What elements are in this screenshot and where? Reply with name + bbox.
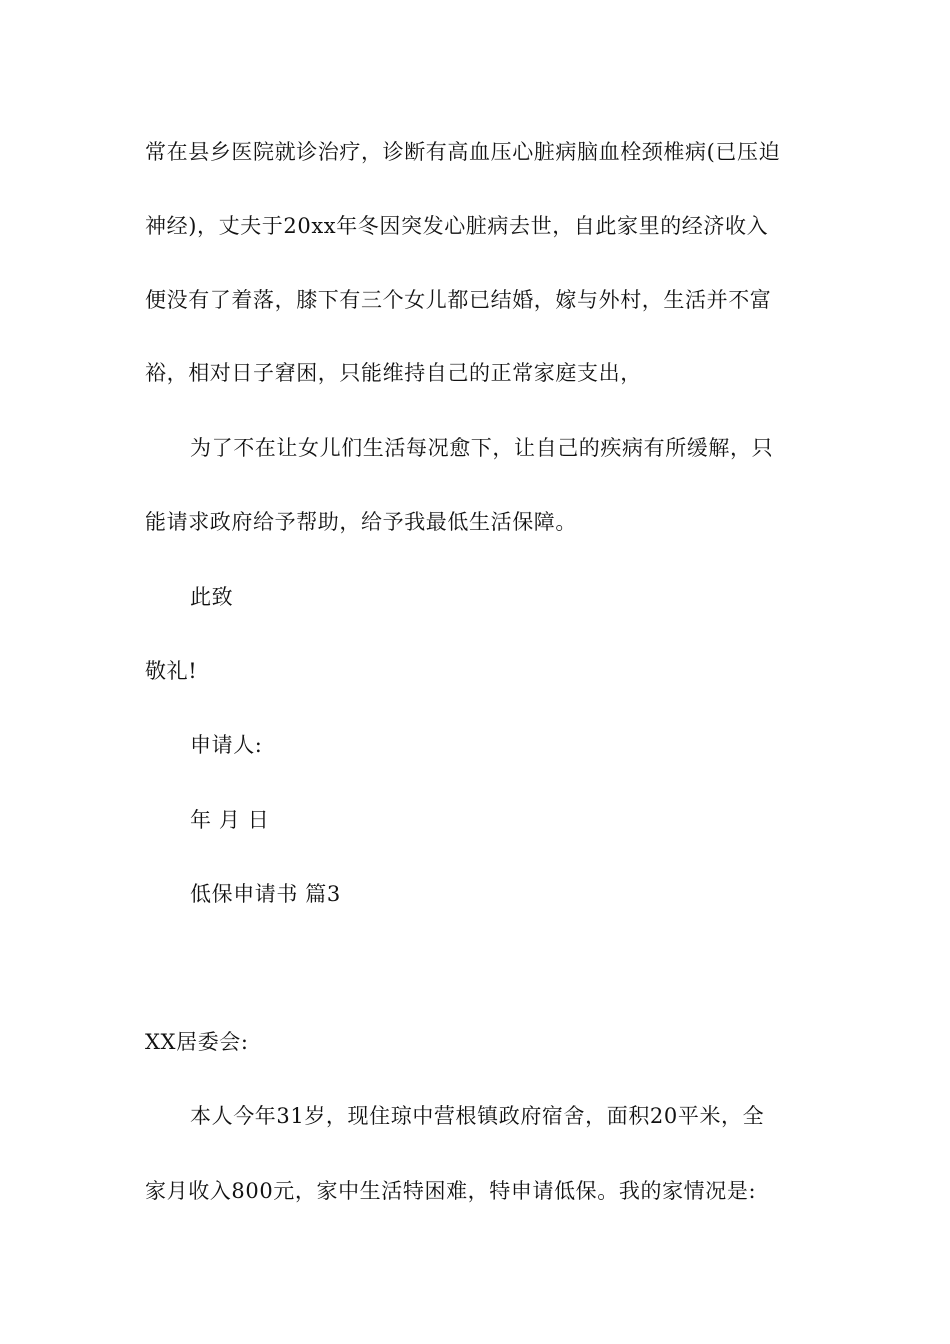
- paragraph-line: 裕，相对日子窘困，只能维持自己的正常家庭支出，: [145, 361, 642, 385]
- date-line: 年 月 日: [190, 808, 270, 832]
- paragraph-line: 为了不在让女儿们生活每况愈下，让自己的疾病有所缓解，只: [190, 436, 774, 460]
- recipient-line: XX居委会:: [145, 1030, 249, 1054]
- paragraph-line: 本人今年31岁，现住琼中营根镇政府宿舍，面积20平米，全: [190, 1104, 765, 1128]
- paragraph-line: 能请求政府给予帮助，给予我最低生活保障。: [145, 510, 577, 534]
- paragraph-line: 常在县乡医院就诊治疗，诊断有高血压心脏病脑血栓颈椎病(已压迫: [145, 140, 781, 164]
- paragraph-line: 家月收入800元，家中生活特困难，特申请低保。我的家情况是:: [145, 1179, 757, 1203]
- section-heading: 低保申请书 篇3: [190, 882, 341, 906]
- closing-regards: 敬礼!: [145, 659, 198, 683]
- applicant-label: 申请人:: [190, 733, 263, 757]
- paragraph-line: 神经)，丈夫于20xx年冬因突发心脏病去世，自此家里的经济收入: [145, 214, 769, 238]
- paragraph-line: 便没有了着落，膝下有三个女儿都已结婚，嫁与外村，生活并不富: [145, 288, 772, 312]
- closing-salutation: 此致: [190, 585, 234, 609]
